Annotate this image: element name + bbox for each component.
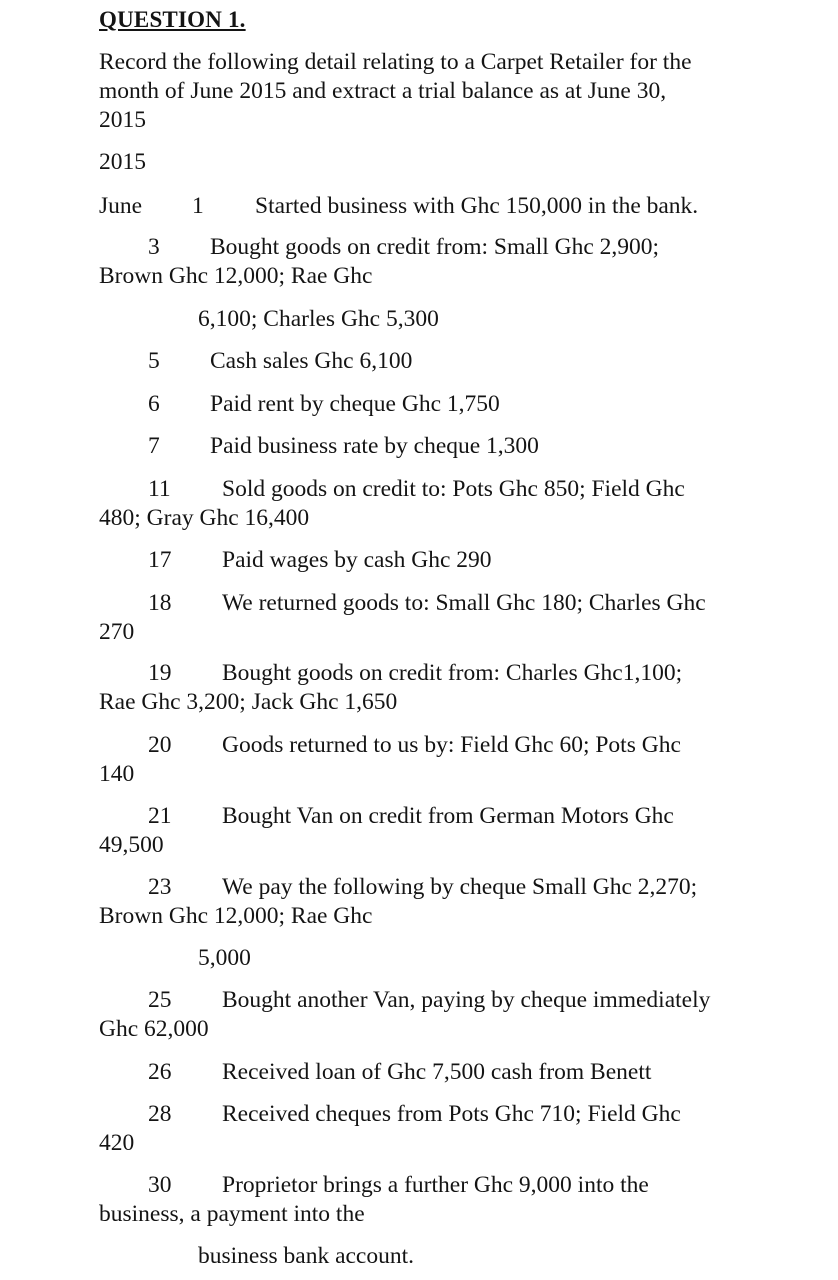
transaction-text: We returned goods to: Small Ghc 180; Charles Ghc (222, 590, 706, 616)
transaction-text: Bought another Van, paying by cheque immediately (222, 987, 711, 1013)
year-heading: 2015 (99, 149, 146, 175)
transaction-text: Rae Ghc 3,200; Jack Ghc 1,650 (99, 689, 398, 715)
transaction-day: 6 (148, 391, 160, 417)
transaction-text: Paid business rate by cheque 1,300 (210, 433, 539, 459)
transaction-text: 49,500 (99, 832, 164, 858)
transaction-day: 17 (148, 547, 172, 573)
intro-line: 2015 (99, 107, 146, 133)
transaction-day: 3 (148, 234, 160, 260)
month-label: June (99, 193, 143, 219)
transaction-text: Cash sales Ghc 6,100 (210, 348, 413, 374)
question-title: QUESTION 1. (99, 7, 246, 32)
transaction-text: 6,100; Charles Ghc 5,300 (198, 306, 439, 332)
transaction-text: Started business with Ghc 150,000 in the bank. (255, 193, 699, 219)
transaction-text: Ghc 62,000 (99, 1016, 209, 1042)
transaction-day: 1 (192, 193, 204, 219)
transaction-day: 7 (148, 433, 160, 459)
transaction-text: Bought goods on credit from: Charles Ghc1,100; (222, 660, 683, 686)
transaction-text: business, a payment into the (99, 1201, 365, 1227)
transaction-text: 5,000 (198, 945, 251, 971)
transaction-text: Proprietor brings a further Ghc 9,000 into the (222, 1172, 649, 1198)
transaction-text: 270 (99, 619, 135, 645)
transaction-text: Brown Ghc 12,000; Rae Ghc (99, 903, 373, 929)
transaction-text: 140 (99, 761, 135, 787)
transaction-day: 23 (148, 874, 172, 900)
transaction-day: 21 (148, 803, 172, 829)
transaction-text: Paid wages by cash Ghc 290 (222, 547, 492, 573)
intro-line: month of June 2015 and extract a trial balance as at June 30, (99, 78, 667, 104)
intro-line: Record the following detail relating to a Carpet Retailer for the (99, 49, 692, 75)
transaction-text: We pay the following by cheque Small Ghc 2,270; (222, 874, 698, 900)
transaction-day: 28 (148, 1101, 172, 1127)
transaction-day: 30 (148, 1172, 172, 1198)
transaction-text: Sold goods on credit to: Pots Ghc 850; Field Ghc (222, 476, 685, 502)
transaction-day: 11 (148, 476, 171, 502)
transaction-text: Goods returned to us by: Field Ghc 60; Pots Ghc (222, 732, 681, 758)
transaction-day: 18 (148, 590, 172, 616)
transaction-day: 25 (148, 987, 172, 1013)
transaction-text: business bank account. (198, 1243, 415, 1269)
transaction-day: 20 (148, 732, 172, 758)
transaction-text: 480; Gray Ghc 16,400 (99, 505, 310, 531)
transaction-text: Received cheques from Pots Ghc 710; Field Ghc (222, 1101, 681, 1127)
transaction-text: Bought Van on credit from German Motors Ghc (222, 803, 674, 829)
transaction-day: 5 (148, 348, 160, 374)
transaction-text: 420 (99, 1130, 135, 1156)
transaction-day: 26 (148, 1059, 172, 1085)
transaction-text: Received loan of Ghc 7,500 cash from Benett (222, 1059, 652, 1085)
transaction-text: Bought goods on credit from: Small Ghc 2,900; (210, 234, 660, 260)
transaction-text: Brown Ghc 12,000; Rae Ghc (99, 263, 373, 289)
transaction-day: 19 (148, 660, 172, 686)
transaction-text: Paid rent by cheque Ghc 1,750 (210, 391, 500, 417)
